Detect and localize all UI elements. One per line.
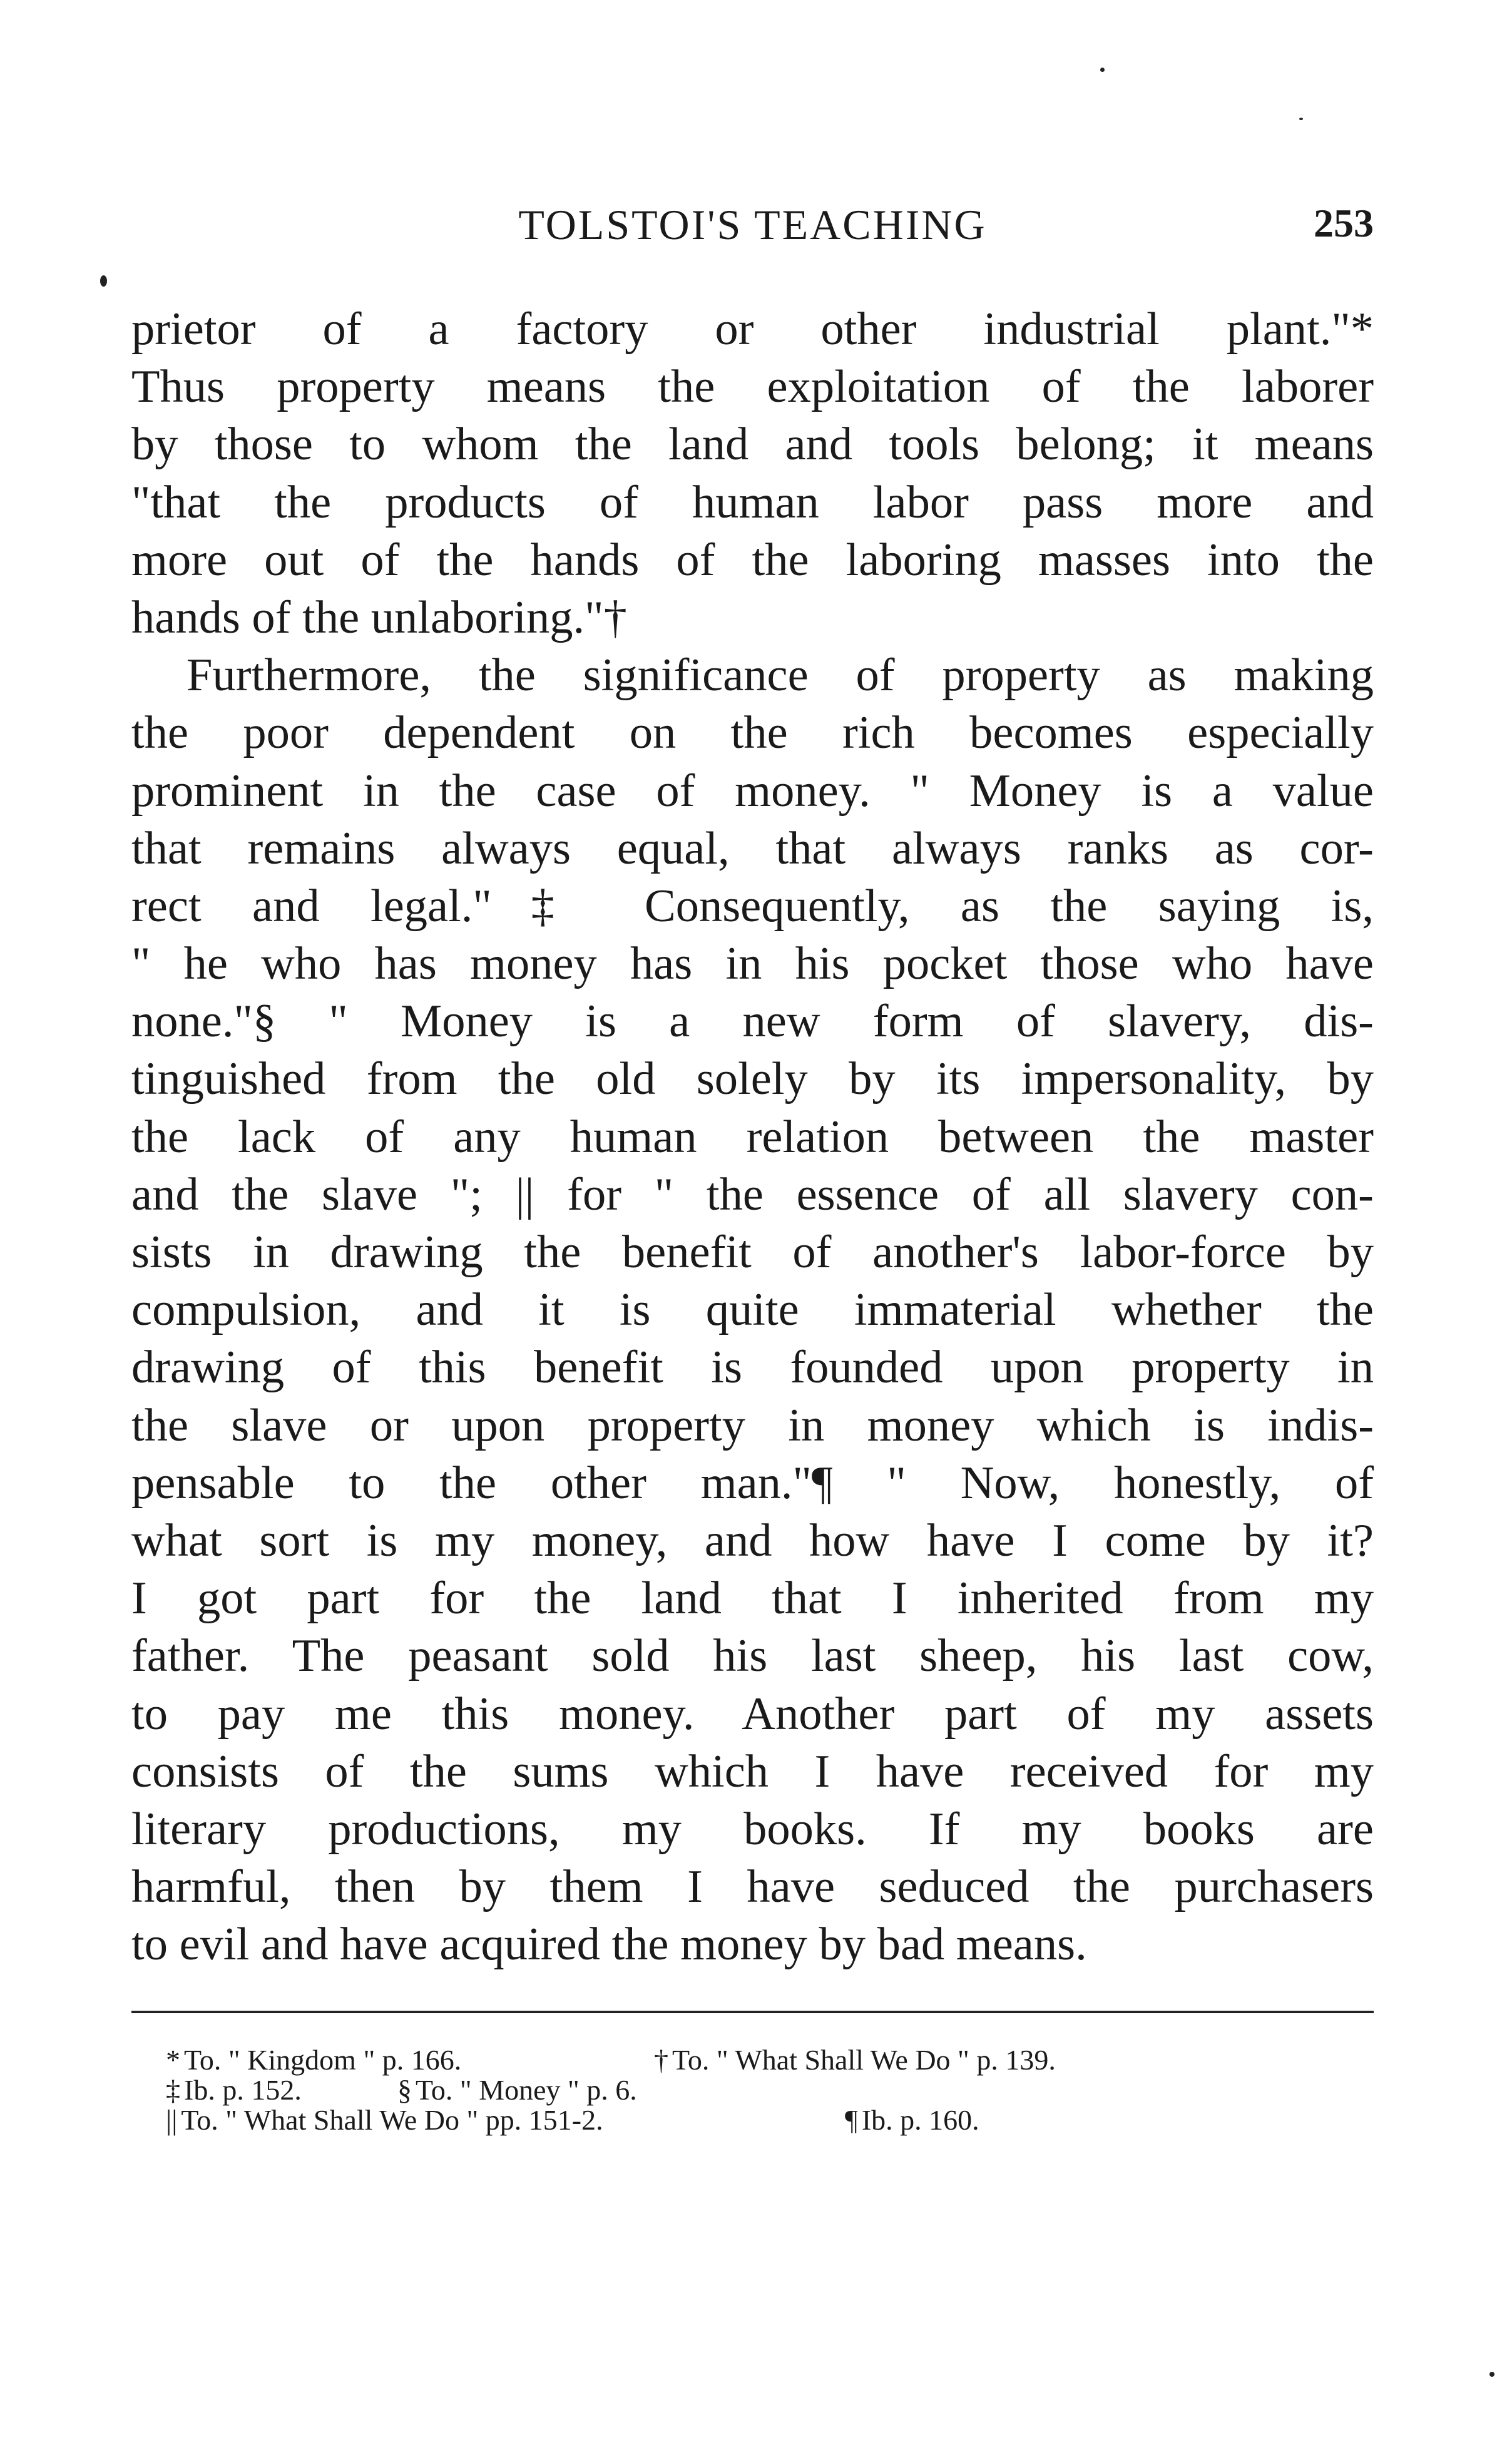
text-line: hands of the unlaboring."† bbox=[131, 591, 627, 643]
text-line: I got part for the land that I inherited from my bbox=[131, 1573, 1374, 1625]
text-line: that remains always equal, that always ranks as cor- bbox=[131, 822, 1374, 874]
footnote-text: To. " What Shall We Do " pp. 151-2. bbox=[181, 2104, 603, 2136]
footnote-text: To. " Kingdom " p. 166. bbox=[184, 2044, 462, 2076]
footnote bbox=[397, 2075, 637, 2105]
text-line: tinguished from the old solely by its impersonality, by bbox=[131, 1053, 1374, 1105]
text-line: pensable to the other man."¶ " Now, honestly, of bbox=[131, 1457, 1374, 1509]
running-title: TOLSTOI'S TEACHING bbox=[518, 201, 987, 248]
footnote-mark: § bbox=[397, 2074, 412, 2106]
footnote-mark: ¶ bbox=[845, 2104, 858, 2136]
footnote bbox=[166, 2045, 461, 2075]
text-line: compulsion, and it is quite immaterial whether the bbox=[131, 1284, 1374, 1336]
footnote-mark: || bbox=[166, 2104, 178, 2136]
text-line: and the slave "; || for " the essence of all slavery con- bbox=[131, 1168, 1374, 1220]
text-line: the poor dependent on the rich becomes especially bbox=[131, 707, 1374, 759]
footnote-mark: ‡ bbox=[166, 2074, 180, 2106]
footnote-text: To. " Money " p. 6. bbox=[416, 2074, 637, 2106]
text-line: drawing of this benefit is founded upon property in bbox=[131, 1342, 1374, 1394]
text-line: to evil and have acquired the money by bad means. bbox=[131, 1919, 1087, 1971]
body-text bbox=[131, 300, 1374, 1973]
footnote-mark: * bbox=[166, 2044, 180, 2076]
footnote bbox=[166, 2075, 302, 2105]
scan-speck bbox=[1100, 68, 1105, 72]
footnote-rule bbox=[131, 2011, 1374, 2013]
text-line: the lack of any human relation between the master bbox=[131, 1111, 1374, 1163]
footnote-text: Ib. p. 152. bbox=[184, 2074, 302, 2106]
text-line: to pay me this money. Another part of my assets bbox=[131, 1688, 1374, 1740]
text-line: what sort is my money, and how have I come by it? bbox=[131, 1514, 1374, 1566]
text-line: father. The peasant sold his last sheep, his last cow, bbox=[131, 1630, 1374, 1682]
text-line: "that the products of human labor pass more and bbox=[131, 476, 1374, 528]
text-line: prietor of a factory or other industrial plant."* bbox=[131, 304, 1374, 355]
text-line: consists of the sums which I have received for my bbox=[131, 1745, 1374, 1797]
footnote-mark: † bbox=[654, 2044, 668, 2076]
text-line: the slave or upon property in money which is indis- bbox=[131, 1399, 1374, 1451]
footnote-text: Ib. p. 160. bbox=[861, 2104, 979, 2136]
footnote bbox=[845, 2105, 979, 2135]
text-line: none."§ " Money is a new form of slavery, dis- bbox=[131, 996, 1374, 1048]
text-line: rect and legal."‡ Consequently, as the saying is, bbox=[131, 880, 1374, 932]
footnote bbox=[166, 2105, 603, 2135]
footnote-text: To. " What Shall We Do " p. 139. bbox=[672, 2044, 1056, 2076]
text-line: more out of the hands of the laboring masses into the bbox=[131, 534, 1374, 586]
page-number: 253 bbox=[1314, 201, 1374, 245]
text-line: " he who has money has in his pocket those who have bbox=[131, 938, 1374, 990]
scan-speck bbox=[1299, 118, 1303, 120]
text-line: Furthermore, the significance of property as making bbox=[186, 650, 1374, 702]
text-line: literary productions, my books. If my books are bbox=[131, 1803, 1374, 1855]
text-line: by those to whom the land and tools belong; it means bbox=[131, 419, 1374, 471]
text-line: prominent in the case of money. " Money is a value bbox=[131, 765, 1374, 817]
text-line: harmful, then by them I have seduced the purchasers bbox=[131, 1861, 1374, 1913]
scan-speck bbox=[1489, 2372, 1494, 2377]
footnote bbox=[654, 2045, 1056, 2075]
scan-speck bbox=[100, 275, 107, 287]
text-line: Thus property means the exploitation of the laborer bbox=[131, 361, 1374, 413]
running-head bbox=[131, 200, 1374, 257]
text-line: sists in drawing the benefit of another's labor-force by bbox=[131, 1227, 1374, 1278]
